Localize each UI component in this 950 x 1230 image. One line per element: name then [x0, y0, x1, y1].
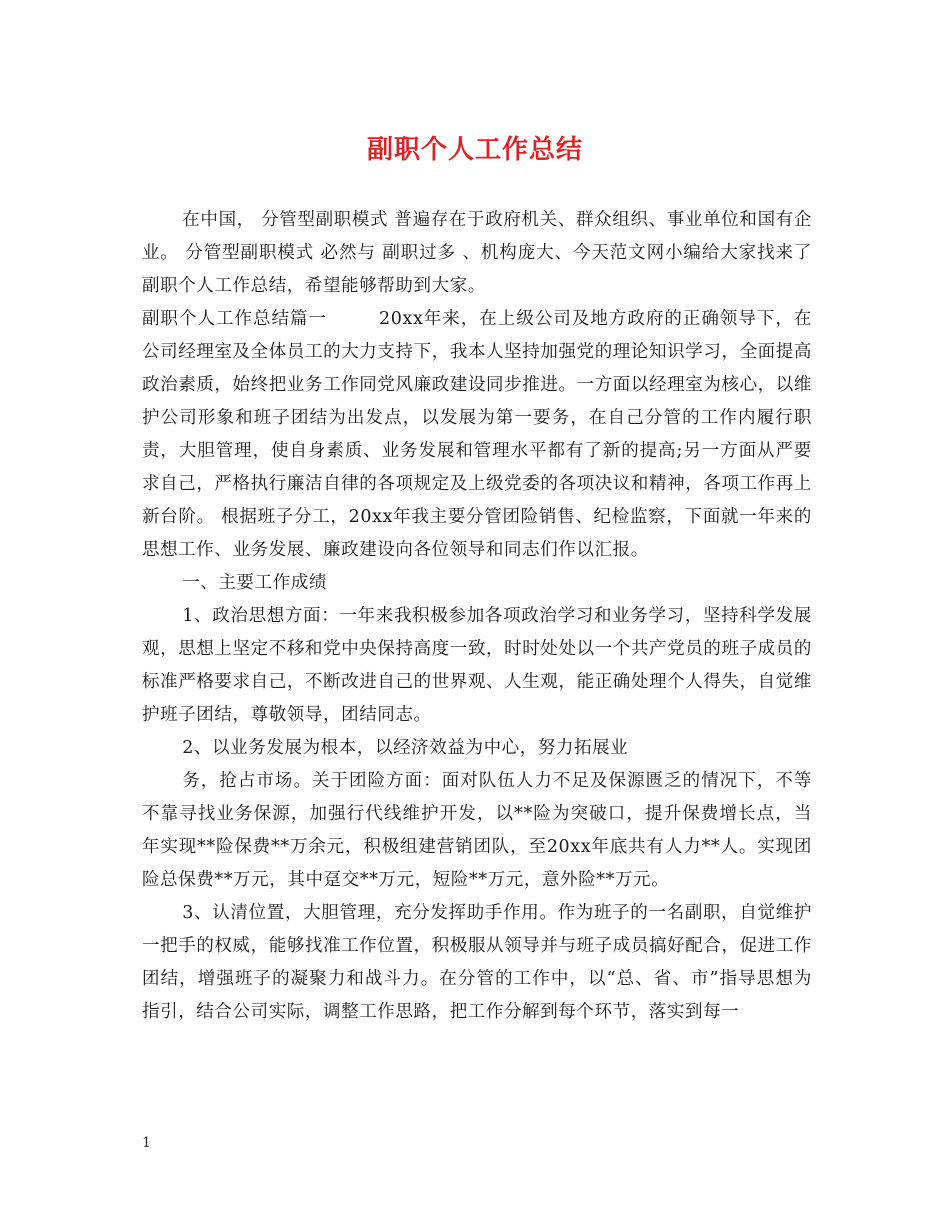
section-heading: 副职个人工作总结篇一 — [142, 309, 328, 329]
paragraph-business-detail — [142, 765, 812, 897]
paragraph-section-one — [142, 303, 812, 567]
page-number: 1 — [142, 1135, 151, 1151]
paragraph-text: 务，抢占市场。关于团险方面：面对队伍人力不足及保源匮乏的情况下，不等不靠寻找业务保源，加强行代线维护开发，以**险为突破口，提升保费增长点，当年实现**险保费**万余元，积极组建营销团队，至20xx年底共有人力**人。实现团险总保费**万元，其中趸交**万元，短险**万元，意外险**万元。 — [142, 771, 812, 890]
paragraph-text: 1、政治思想方面：一年来我积极参加各项政治学习和业务学习，坚持科学发展观，思想上坚定不移和党中央保持高度一致，时时处处以一个共产党员的班子成员的标准严格要求自己，不断改进自己的世界观、人生观，能正确处理个人得失，自觉维护班子团结，尊敬领导，团结同志。 — [142, 606, 812, 725]
paragraph-business-heading — [142, 732, 812, 765]
paragraph-text: 3、认清位置，大胆管理，充分发挥助手作用。作为班子的一名副职，自觉维护一把手的权威，能够找准工作位置，积极服从领导并与班子成员搞好配合，促进工作团结，增强班子的凝聚力和战斗力。在分管的工作中，以“总、省、市”指导思想为指引，结合公司实际，调整工作思路，把工作分解到每个环节，落实到每一 — [142, 903, 812, 1022]
paragraph-intro — [142, 204, 812, 303]
paragraph-text: 2、以业务发展为根本，以经济效益为中心，努力拓展业 — [182, 738, 629, 758]
paragraph-political — [142, 600, 812, 732]
paragraph-position — [142, 897, 812, 1029]
paragraph-text: 20xx年来，在上级公司及地方政府的正确领导下，在公司经理室及全体员工的大力支持下，我本人坚持加强党的理论知识学习，全面提高政治素质，始终把业务工作同党风廉政建设同步推进。一方面以经理室为核心，以维护公司形象和班子团结为出发点，以发展为第一要务，在自己分管的工作内履行职责，大胆管理，使自身素质、业务发展和管理水平都有了新的提高;另一方面从严要求自己，严格执行廉洁自律的各项规定及上级党委的各项决议和精神，各项工作再上新台阶。 根据班子分工，20xx年我主要分管团险销售、纪检监察，下面就一年来的思想工作、业务发展、廉政建设向各位领导和同志们作以汇报。 — [142, 309, 812, 560]
paragraph-text: 一、主要工作成绩 — [182, 573, 328, 593]
paragraph-subheading-achievements — [142, 567, 812, 600]
document-title: 副职个人工作总结 — [366, 135, 583, 165]
document-body — [142, 204, 812, 1029]
paragraph-text: 在中国， 分管型副职模式 普遍存在于政府机关、群众组织、事业单位和国有企业。 分管型副职模式 必然与 副职过多 、机构庞大、今天范文网小编给大家找来了副职个人工作总结，希望能够帮助到大家。 — [142, 210, 812, 296]
